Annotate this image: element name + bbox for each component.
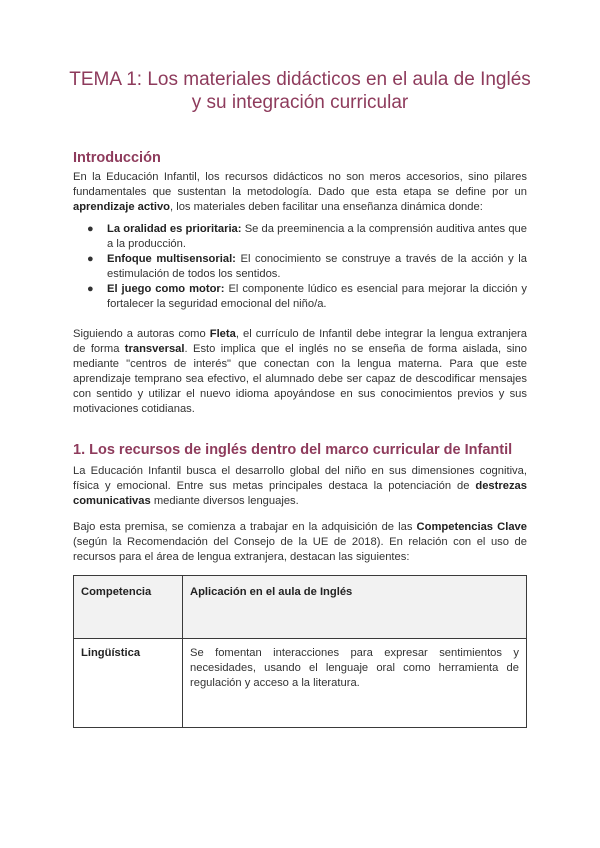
bullet-icon: ● (87, 253, 94, 265)
s1-p1-text-1: La Educación Infantil busca el desarrollo global del niño en sus dimensiones cognitiva, física y emocional. Entre sus metas principales destaca la potenciación de (73, 465, 527, 492)
intro-p2-bold-1: Fleta (209, 328, 236, 340)
intro-p1-text-1: En la Educación Infantil, los recursos didácticos no son meros accesorios, sino pilares fundamentales que sustentan la metodología. Dado que esta etapa se define por un (73, 171, 527, 198)
s1-p2-text-2: (según la Recomendación del Consejo de la UE de 2018). En relación con el uso de recursos para el área de lengua extranjera, destacan las siguientes: (73, 536, 527, 563)
title-line-2: y su integración curricular (191, 92, 409, 113)
bullet-text: El conocimiento se construye a través de la acción y la estimulación de todos los sentidos. (107, 253, 527, 280)
intro-heading: Introducción (73, 150, 161, 166)
table-cell-competencia: Lingüística (74, 639, 183, 728)
title-line-1: TEMA 1: Los materiales didácticos en el aula de Inglés (69, 69, 531, 90)
bullet-bold: Enfoque multisensorial: (107, 253, 236, 265)
bullet-bold: La oralidad es prioritaria: (107, 223, 242, 235)
list-item (73, 252, 527, 282)
table-header-competencia: Competencia (74, 576, 183, 639)
table-header-row (74, 576, 527, 639)
intro-p2-text-1: Siguiendo a autoras como (73, 328, 210, 340)
table-header-aplicacion: Aplicación en el aula de Inglés (183, 576, 527, 639)
bullet-text: Se da preeminencia a la comprensión auditiva antes que a la producción. (107, 223, 527, 250)
bullet-icon: ● (87, 283, 94, 295)
table-cell-aplicacion: Se fomentan interacciones para expresar sentimientos y necesidades, usando el lenguaje oral como herramienta de regulación y acceso a la literatura. (183, 639, 527, 728)
section-1-paragraph-2 (73, 520, 527, 565)
intro-paragraph-2 (73, 327, 527, 417)
list-item (73, 222, 527, 252)
s1-p2-bold-1: Competencias Clave (416, 521, 527, 533)
bullet-text: El componente lúdico es esencial para mejorar la dicción y fortalecer la seguridad emocional del niño/a. (107, 283, 528, 310)
intro-paragraph-1 (73, 170, 527, 215)
section-1-paragraph-1 (73, 464, 527, 509)
table-row (74, 639, 527, 728)
intro-p2-bold-2: transversal (124, 343, 185, 355)
bullet-bold: El juego como motor: (107, 283, 225, 295)
s1-p2-text-1: Bajo esta premisa, se comienza a trabajar en la adquisición de las (73, 521, 417, 533)
competencias-table (73, 575, 527, 728)
s1-p1-bold-1: destrezas comunicativas (73, 480, 527, 507)
bullet-icon: ● (87, 223, 94, 235)
list-item (73, 282, 527, 312)
section-1-heading: 1. Los recursos de inglés dentro del marco curricular de Infantil (73, 442, 513, 458)
s1-p1-text-2: mediante diversos lenguajes. (150, 495, 299, 507)
intro-bullet-list (73, 222, 527, 312)
intro-p1-text-2: , los materiales deben facilitar una enseñanza dinámica donde: (170, 201, 483, 213)
intro-p2-text-3: . Esto implica que el inglés no se enseña de forma aislada, sino mediante "centros de interés" que conectan con la lengua materna. Para que este aprendizaje temprano sea efectivo, el alumnado debe ser capaz de descodificar mensajes con sentido y utilizar el nuevo idioma apoyándose en sus conocimientos previos y sus motivaciones cotidianas. (73, 343, 527, 415)
intro-p2-text-2: , el currículo de Infantil debe integrar la lengua extranjera de forma (73, 328, 528, 355)
document-title (40, 68, 560, 114)
intro-p1-bold-1: aprendizaje activo (73, 201, 170, 213)
